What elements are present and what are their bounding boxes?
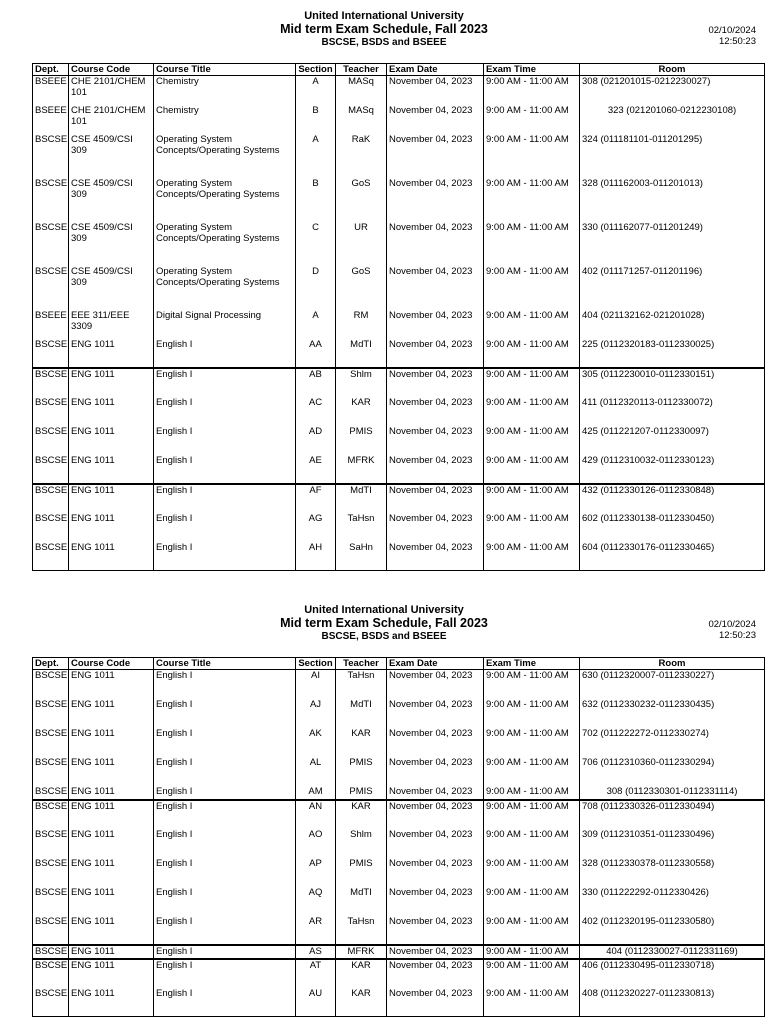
- cell-teacher: UR: [336, 222, 387, 266]
- cell-section: AN: [296, 800, 336, 829]
- cell-title: English I: [154, 959, 296, 988]
- cell-teacher: GoS: [336, 178, 387, 222]
- cell-dept: BSCSE: [33, 397, 69, 426]
- cell-section: AG: [296, 513, 336, 542]
- cell-date: November 04, 2023: [387, 105, 484, 134]
- cell-date: November 04, 2023: [387, 484, 484, 513]
- cell-section: AB: [296, 368, 336, 397]
- cell-dept: BSCSE: [33, 222, 69, 266]
- cell-title: Operating System Concepts/Operating Systems: [154, 266, 296, 310]
- cell-dept: BSEEE: [33, 105, 69, 134]
- cell-room: 308 (021201015-0212230027): [580, 76, 765, 105]
- cell-dept: BSCSE: [33, 339, 69, 368]
- cell-date: November 04, 2023: [387, 397, 484, 426]
- cell-date: November 04, 2023: [387, 887, 484, 916]
- table-row: [33, 339, 765, 368]
- cell-date: November 04, 2023: [387, 266, 484, 310]
- cell-room: 402 (0112320195-0112330580): [580, 916, 765, 945]
- cell-time: 9:00 AM - 11:00 AM: [484, 484, 580, 513]
- cell-title: English I: [154, 339, 296, 368]
- cell-title: English I: [154, 829, 296, 858]
- cell-section: AM: [296, 786, 336, 800]
- table-row: [33, 945, 765, 959]
- cell-room: 632 (0112330232-0112330435): [580, 699, 765, 728]
- page-title: Mid term Exam Schedule, Fall 2023: [280, 22, 488, 36]
- table-row: [33, 76, 765, 105]
- cell-title: English I: [154, 757, 296, 786]
- cell-room: 328 (0112330378-0112330558): [580, 858, 765, 887]
- cell-dept: BSCSE: [33, 699, 69, 728]
- cell-code: CHE 2101/CHEM 101: [69, 105, 154, 134]
- cell-section: AQ: [296, 887, 336, 916]
- cell-code: ENG 1011: [69, 887, 154, 916]
- cell-section: D: [296, 266, 336, 310]
- cell-code: CSE 4509/CSI 309: [69, 178, 154, 222]
- cell-date: November 04, 2023: [387, 988, 484, 1017]
- cell-section: AS: [296, 945, 336, 959]
- cell-date: November 04, 2023: [387, 728, 484, 757]
- col-header-exam-date: Exam Date: [387, 64, 484, 76]
- cell-teacher: TaHsn: [336, 670, 387, 699]
- cell-date: November 04, 2023: [387, 513, 484, 542]
- cell-room: 305 (0112230010-0112330151): [580, 368, 765, 397]
- schedule-page-2: [0, 594, 768, 999]
- col-header-section: Section: [296, 64, 336, 76]
- cell-time: 9:00 AM - 11:00 AM: [484, 728, 580, 757]
- cell-date: November 04, 2023: [387, 699, 484, 728]
- cell-section: AK: [296, 728, 336, 757]
- cell-date: November 04, 2023: [387, 455, 484, 484]
- cell-time: 9:00 AM - 11:00 AM: [484, 829, 580, 858]
- cell-teacher: RM: [336, 310, 387, 339]
- cell-date: November 04, 2023: [387, 800, 484, 829]
- cell-time: 9:00 AM - 11:00 AM: [484, 858, 580, 887]
- cell-title: English I: [154, 916, 296, 945]
- cell-teacher: MFRK: [336, 455, 387, 484]
- cell-title: Operating System Concepts/Operating Systems: [154, 178, 296, 222]
- cell-date: November 04, 2023: [387, 542, 484, 571]
- cell-time: 9:00 AM - 11:00 AM: [484, 699, 580, 728]
- cell-time: 9:00 AM - 11:00 AM: [484, 397, 580, 426]
- cell-teacher: MdTI: [336, 887, 387, 916]
- cell-dept: BSCSE: [33, 513, 69, 542]
- cell-room: 604 (0112330176-0112330465): [580, 542, 765, 571]
- cell-dept: BSCSE: [33, 670, 69, 699]
- cell-dept: BSCSE: [33, 426, 69, 455]
- cell-title: English I: [154, 426, 296, 455]
- cell-teacher: KAR: [336, 988, 387, 1017]
- cell-time: 9:00 AM - 11:00 AM: [484, 105, 580, 134]
- cell-date: November 04, 2023: [387, 916, 484, 945]
- print-timestamp: [708, 619, 756, 641]
- cell-teacher: PMIS: [336, 858, 387, 887]
- cell-time: 9:00 AM - 11:00 AM: [484, 988, 580, 1017]
- cell-dept: BSCSE: [33, 542, 69, 571]
- cell-title: English I: [154, 786, 296, 800]
- cell-teacher: MASq: [336, 76, 387, 105]
- table-row: [33, 757, 765, 786]
- cell-room: 432 (0112330126-0112330848): [580, 484, 765, 513]
- cell-code: ENG 1011: [69, 484, 154, 513]
- cell-section: A: [296, 76, 336, 105]
- cell-title: English I: [154, 988, 296, 1017]
- page-header: [0, 0, 768, 62]
- table-row: [33, 542, 765, 571]
- cell-title: Operating System Concepts/Operating Systems: [154, 134, 296, 178]
- cell-time: 9:00 AM - 11:00 AM: [484, 757, 580, 786]
- cell-dept: BSCSE: [33, 368, 69, 397]
- schedule-table: [32, 657, 765, 1017]
- cell-title: Chemistry: [154, 105, 296, 134]
- cell-time: 9:00 AM - 11:00 AM: [484, 134, 580, 178]
- cell-time: 9:00 AM - 11:00 AM: [484, 310, 580, 339]
- table-row: [33, 728, 765, 757]
- cell-dept: BSCSE: [33, 757, 69, 786]
- cell-date: November 04, 2023: [387, 368, 484, 397]
- col-header-exam-date: Exam Date: [387, 658, 484, 670]
- cell-teacher: KAR: [336, 959, 387, 988]
- cell-date: November 04, 2023: [387, 222, 484, 266]
- table-row: [33, 670, 765, 699]
- cell-section: A: [296, 310, 336, 339]
- cell-section: AP: [296, 858, 336, 887]
- cell-room: 330 (011222292-0112330426): [580, 887, 765, 916]
- cell-section: AR: [296, 916, 336, 945]
- cell-teacher: MASq: [336, 105, 387, 134]
- print-time: 12:50:23: [719, 36, 756, 47]
- cell-room: 323 (021201060-0212230108): [580, 105, 765, 134]
- cell-date: November 04, 2023: [387, 339, 484, 368]
- page-header: [0, 594, 768, 656]
- table-row: [33, 426, 765, 455]
- cell-dept: BSCSE: [33, 266, 69, 310]
- cell-title: Chemistry: [154, 76, 296, 105]
- table-row: [33, 266, 765, 310]
- cell-time: 9:00 AM - 11:00 AM: [484, 542, 580, 571]
- cell-section: AA: [296, 339, 336, 368]
- cell-time: 9:00 AM - 11:00 AM: [484, 178, 580, 222]
- cell-room: 404 (0112330027-0112331169): [580, 945, 765, 959]
- cell-time: 9:00 AM - 11:00 AM: [484, 368, 580, 397]
- table-row: [33, 800, 765, 829]
- cell-date: November 04, 2023: [387, 829, 484, 858]
- cell-teacher: KAR: [336, 397, 387, 426]
- cell-code: ENG 1011: [69, 786, 154, 800]
- cell-dept: BSCSE: [33, 455, 69, 484]
- table-row: [33, 858, 765, 887]
- table-row: [33, 455, 765, 484]
- cell-section: AT: [296, 959, 336, 988]
- print-timestamp: [708, 25, 756, 47]
- col-header-section: Section: [296, 658, 336, 670]
- cell-dept: BSCSE: [33, 988, 69, 1017]
- table-row: [33, 699, 765, 728]
- cell-teacher: MdTI: [336, 699, 387, 728]
- cell-time: 9:00 AM - 11:00 AM: [484, 222, 580, 266]
- cell-room: 702 (011222272-0112330274): [580, 728, 765, 757]
- cell-section: AD: [296, 426, 336, 455]
- cell-date: November 04, 2023: [387, 76, 484, 105]
- cell-code: ENG 1011: [69, 368, 154, 397]
- table-row: [33, 959, 765, 988]
- cell-section: AF: [296, 484, 336, 513]
- cell-code: ENG 1011: [69, 397, 154, 426]
- cell-room: 309 (0112310351-0112330496): [580, 829, 765, 858]
- col-header-room: Room: [580, 658, 765, 670]
- table-row: [33, 105, 765, 134]
- print-date: 02/10/2024: [708, 25, 756, 36]
- cell-time: 9:00 AM - 11:00 AM: [484, 887, 580, 916]
- cell-teacher: GoS: [336, 266, 387, 310]
- cell-dept: BSCSE: [33, 887, 69, 916]
- cell-dept: BSCSE: [33, 484, 69, 513]
- cell-title: English I: [154, 858, 296, 887]
- cell-room: 429 (0112310032-0112330123): [580, 455, 765, 484]
- cell-date: November 04, 2023: [387, 178, 484, 222]
- cell-section: AC: [296, 397, 336, 426]
- cell-code: ENG 1011: [69, 757, 154, 786]
- cell-dept: BSCSE: [33, 959, 69, 988]
- cell-dept: BSCSE: [33, 728, 69, 757]
- cell-room: 402 (011171257-011201196): [580, 266, 765, 310]
- cell-teacher: Shlm: [336, 368, 387, 397]
- col-header-room: Room: [580, 64, 765, 76]
- cell-teacher: KAR: [336, 728, 387, 757]
- cell-dept: BSCSE: [33, 178, 69, 222]
- cell-code: CSE 4509/CSI 309: [69, 134, 154, 178]
- cell-title: English I: [154, 368, 296, 397]
- print-date: 02/10/2024: [708, 619, 756, 630]
- cell-date: November 04, 2023: [387, 134, 484, 178]
- cell-title: English I: [154, 887, 296, 916]
- col-header-course-code: Course Code: [69, 658, 154, 670]
- university-name: United International University: [304, 604, 464, 616]
- cell-dept: BSCSE: [33, 858, 69, 887]
- cell-section: AL: [296, 757, 336, 786]
- cell-section: AE: [296, 455, 336, 484]
- cell-code: CHE 2101/CHEM 101: [69, 76, 154, 105]
- cell-section: A: [296, 134, 336, 178]
- col-header-exam-time: Exam Time: [484, 64, 580, 76]
- cell-dept: BSCSE: [33, 786, 69, 800]
- cell-teacher: MdTI: [336, 484, 387, 513]
- cell-teacher: PMIS: [336, 786, 387, 800]
- cell-room: 411 (0112320113-0112330072): [580, 397, 765, 426]
- cell-room: 408 (0112320227-0112330813): [580, 988, 765, 1017]
- cell-code: ENG 1011: [69, 858, 154, 887]
- schedule-table: [32, 63, 765, 571]
- cell-room: 708 (0112330326-0112330494): [580, 800, 765, 829]
- cell-title: Digital Signal Processing: [154, 310, 296, 339]
- cell-title: English I: [154, 728, 296, 757]
- cell-date: November 04, 2023: [387, 786, 484, 800]
- cell-code: ENG 1011: [69, 426, 154, 455]
- cell-code: CSE 4509/CSI 309: [69, 222, 154, 266]
- cell-code: ENG 1011: [69, 728, 154, 757]
- cell-teacher: RaK: [336, 134, 387, 178]
- cell-time: 9:00 AM - 11:00 AM: [484, 786, 580, 800]
- cell-teacher: Shlm: [336, 829, 387, 858]
- cell-dept: BSCSE: [33, 829, 69, 858]
- cell-room: 328 (011162003-011201013): [580, 178, 765, 222]
- cell-time: 9:00 AM - 11:00 AM: [484, 945, 580, 959]
- cell-room: 602 (0112330138-0112330450): [580, 513, 765, 542]
- table-row: [33, 786, 765, 800]
- cell-room: 706 (0112310360-0112330294): [580, 757, 765, 786]
- cell-room: 406 (0112330495-0112330718): [580, 959, 765, 988]
- university-name: United International University: [304, 10, 464, 22]
- table-row: [33, 397, 765, 426]
- cell-date: November 04, 2023: [387, 310, 484, 339]
- cell-dept: BSEEE: [33, 310, 69, 339]
- cell-room: 308 (0112330301-0112331114): [580, 786, 765, 800]
- cell-code: ENG 1011: [69, 513, 154, 542]
- cell-time: 9:00 AM - 11:00 AM: [484, 513, 580, 542]
- cell-section: C: [296, 222, 336, 266]
- cell-time: 9:00 AM - 11:00 AM: [484, 76, 580, 105]
- cell-date: November 04, 2023: [387, 959, 484, 988]
- col-header-teacher: Teacher: [336, 64, 387, 76]
- cell-code: ENG 1011: [69, 800, 154, 829]
- cell-title: English I: [154, 455, 296, 484]
- cell-code: ENG 1011: [69, 542, 154, 571]
- cell-teacher: SaHn: [336, 542, 387, 571]
- cell-room: 425 (011221207-0112330097): [580, 426, 765, 455]
- cell-title: English I: [154, 484, 296, 513]
- table-row: [33, 310, 765, 339]
- cell-dept: BSCSE: [33, 800, 69, 829]
- cell-teacher: KAR: [336, 800, 387, 829]
- cell-teacher: PMIS: [336, 426, 387, 455]
- cell-code: ENG 1011: [69, 339, 154, 368]
- cell-title: English I: [154, 397, 296, 426]
- cell-time: 9:00 AM - 11:00 AM: [484, 339, 580, 368]
- cell-section: AO: [296, 829, 336, 858]
- cell-teacher: TaHsn: [336, 916, 387, 945]
- cell-time: 9:00 AM - 11:00 AM: [484, 266, 580, 310]
- table-row: [33, 916, 765, 945]
- table-row: [33, 368, 765, 397]
- cell-title: English I: [154, 542, 296, 571]
- cell-dept: BSCSE: [33, 134, 69, 178]
- col-header-dept: Dept.: [33, 64, 69, 76]
- cell-time: 9:00 AM - 11:00 AM: [484, 800, 580, 829]
- cell-title: Operating System Concepts/Operating Systems: [154, 222, 296, 266]
- cell-date: November 04, 2023: [387, 670, 484, 699]
- cell-code: ENG 1011: [69, 945, 154, 959]
- cell-title: English I: [154, 800, 296, 829]
- cell-title: English I: [154, 513, 296, 542]
- cell-section: B: [296, 105, 336, 134]
- cell-teacher: TaHsn: [336, 513, 387, 542]
- cell-code: EEE 311/EEE 3309: [69, 310, 154, 339]
- cell-date: November 04, 2023: [387, 945, 484, 959]
- cell-dept: BSEEE: [33, 76, 69, 105]
- cell-code: ENG 1011: [69, 455, 154, 484]
- cell-section: B: [296, 178, 336, 222]
- page-subtitle: BSCSE, BSDS and BSEEE: [321, 631, 447, 642]
- cell-room: 225 (0112320183-0112330025): [580, 339, 765, 368]
- cell-teacher: MdTI: [336, 339, 387, 368]
- cell-teacher: PMIS: [336, 757, 387, 786]
- table-row: [33, 988, 765, 1017]
- table-row: [33, 178, 765, 222]
- cell-room: 324 (011181101-011201295): [580, 134, 765, 178]
- cell-time: 9:00 AM - 11:00 AM: [484, 426, 580, 455]
- cell-time: 9:00 AM - 11:00 AM: [484, 959, 580, 988]
- cell-time: 9:00 AM - 11:00 AM: [484, 455, 580, 484]
- cell-code: ENG 1011: [69, 829, 154, 858]
- cell-code: ENG 1011: [69, 959, 154, 988]
- cell-date: November 04, 2023: [387, 757, 484, 786]
- cell-code: CSE 4509/CSI 309: [69, 266, 154, 310]
- table-row: [33, 222, 765, 266]
- page-title: Mid term Exam Schedule, Fall 2023: [280, 616, 488, 630]
- cell-room: 330 (011162077-011201249): [580, 222, 765, 266]
- cell-time: 9:00 AM - 11:00 AM: [484, 916, 580, 945]
- table-row: [33, 887, 765, 916]
- col-header-course-code: Course Code: [69, 64, 154, 76]
- cell-date: November 04, 2023: [387, 858, 484, 887]
- table-row: [33, 513, 765, 542]
- page-subtitle: BSCSE, BSDS and BSEEE: [321, 37, 447, 48]
- table-header-row: [33, 64, 765, 76]
- cell-dept: BSCSE: [33, 916, 69, 945]
- cell-title: English I: [154, 699, 296, 728]
- table-header-row: [33, 658, 765, 670]
- col-header-course-title: Course Title: [154, 64, 296, 76]
- table-row: [33, 134, 765, 178]
- cell-time: 9:00 AM - 11:00 AM: [484, 670, 580, 699]
- print-time: 12:50:23: [719, 630, 756, 641]
- cell-title: English I: [154, 945, 296, 959]
- cell-date: November 04, 2023: [387, 426, 484, 455]
- cell-dept: BSCSE: [33, 945, 69, 959]
- col-header-exam-time: Exam Time: [484, 658, 580, 670]
- cell-room: 630 (0112320007-0112330227): [580, 670, 765, 699]
- cell-title: English I: [154, 670, 296, 699]
- cell-section: AU: [296, 988, 336, 1017]
- table-row: [33, 484, 765, 513]
- table-row: [33, 829, 765, 858]
- cell-code: ENG 1011: [69, 916, 154, 945]
- cell-section: AI: [296, 670, 336, 699]
- col-header-dept: Dept.: [33, 658, 69, 670]
- col-header-course-title: Course Title: [154, 658, 296, 670]
- cell-section: AJ: [296, 699, 336, 728]
- col-header-teacher: Teacher: [336, 658, 387, 670]
- cell-teacher: MFRK: [336, 945, 387, 959]
- cell-code: ENG 1011: [69, 988, 154, 1017]
- cell-room: 404 (021132162-021201028): [580, 310, 765, 339]
- cell-code: ENG 1011: [69, 670, 154, 699]
- cell-code: ENG 1011: [69, 699, 154, 728]
- cell-section: AH: [296, 542, 336, 571]
